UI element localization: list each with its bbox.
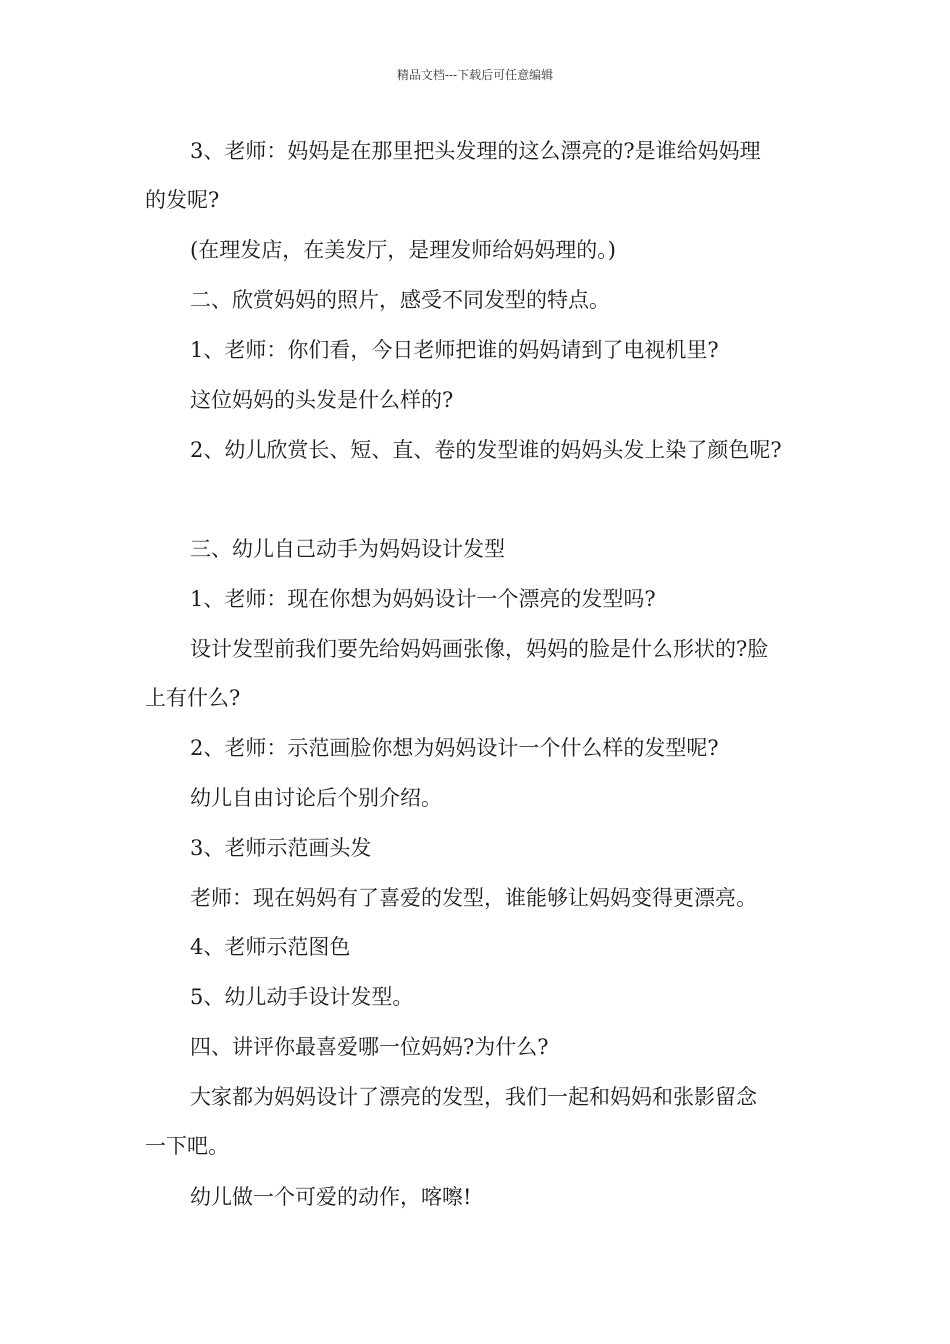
paragraph-line: 老师：现在妈妈有了喜爱的发型，谁能够让妈妈变得更漂亮。 (190, 886, 757, 910)
paragraph-line: 大家都为妈妈设计了漂亮的发型，我们一起和妈妈和张影留念 (190, 1085, 757, 1109)
paragraph-line: 幼儿做一个可爱的动作，喀嚓! (190, 1185, 472, 1209)
paragraph-line: 这位妈妈的头发是什么样的? (190, 388, 454, 412)
section-heading: 三、幼儿自己动手为妈妈设计发型 (190, 537, 505, 561)
paragraph-line: 4、老师示范图色 (190, 935, 351, 959)
paragraph-line: 3、老师示范画头发 (190, 836, 372, 860)
page-header: 精品文档---下载后可任意编辑 (396, 68, 554, 82)
paragraph-line: 1、老师：你们看，今日老师把谁的妈妈请到了电视机里? (190, 338, 719, 362)
section-heading: 四、讲评你最喜爱哪一位妈妈?为什么? (190, 1035, 549, 1059)
paragraph-line: 2、幼儿欣赏长、短、直、卷的发型谁的妈妈头发上染了颜色呢? (190, 438, 782, 462)
paragraph-line: 3、老师：妈妈是在那里把头发理的这么漂亮的?是谁给妈妈理 (190, 139, 761, 163)
paragraph-line: 2、老师：示范画脸你想为妈妈设计一个什么样的发型呢? (190, 736, 719, 760)
paragraph-line: 二、欣赏妈妈的照片，感受不同发型的特点。 (190, 288, 610, 312)
paragraph-line: 上有什么? (145, 686, 241, 710)
paragraph-line: 5、幼儿动手设计发型。 (190, 985, 414, 1009)
paragraph-line: 幼儿自由讨论后个别介绍。 (190, 786, 442, 810)
paragraph-line: 设计发型前我们要先给妈妈画张像，妈妈的脸是什么形状的?脸 (190, 637, 769, 661)
paragraph-line: 1、老师：现在你想为妈妈设计一个漂亮的发型吗? (190, 587, 656, 611)
paragraph-line: 的发呢? (145, 188, 220, 212)
paragraph-line: 一下吧。 (145, 1134, 229, 1158)
paragraph-line: (在理发店，在美发厅，是理发师给妈妈理的。) (190, 238, 616, 262)
